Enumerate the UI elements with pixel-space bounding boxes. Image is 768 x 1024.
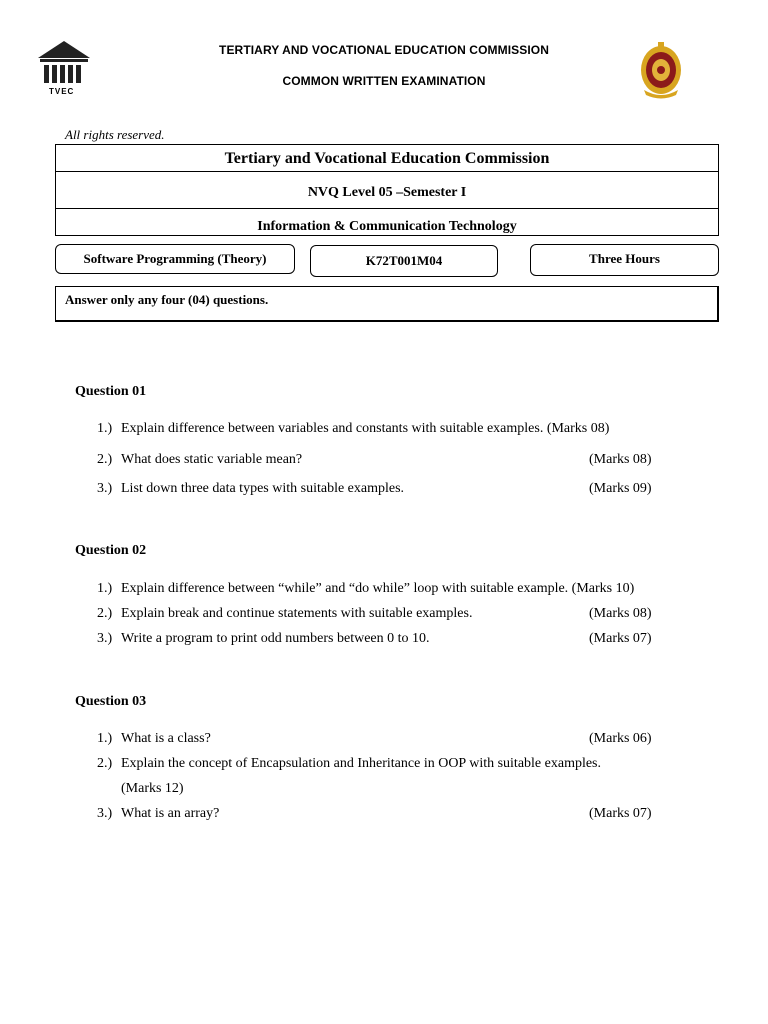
tvec-logo-text: TVEC — [49, 87, 75, 96]
question-title: Question 01 — [75, 384, 147, 399]
item-text: List down three data types with suitable examples. — [121, 481, 405, 496]
item-number: 2.) — [97, 606, 113, 621]
rights-notice: All rights reserved. — [65, 127, 165, 142]
item-text: Write a program to print odd numbers between 0 to 10. — [121, 631, 430, 646]
commission-title: Tertiary and Vocational Education Commission — [56, 145, 718, 172]
item-marks: (Marks 08) — [589, 606, 652, 621]
item-text: Explain break and continue statements with suitable examples. — [121, 606, 473, 621]
item-text: What is an array? — [121, 806, 220, 821]
item-text: What does static variable mean? — [121, 452, 303, 467]
question-title: Question 03 — [75, 694, 147, 709]
org-header: TERTIARY AND VOCATIONAL EDUCATION COMMISSION — [219, 43, 549, 57]
module-pill: Software Programming (Theory) — [55, 244, 295, 274]
item-number: 3.) — [97, 481, 113, 496]
item-text: What is a class? — [121, 731, 211, 746]
level-title: NVQ Level 05 –Semester I — [56, 172, 718, 209]
duration-pill: Three Hours — [530, 244, 719, 276]
item-marks: (Marks 09) — [589, 481, 652, 496]
exam-header: COMMON WRITTEN EXAMINATION — [282, 74, 486, 88]
question-title: Question 02 — [75, 543, 147, 558]
item-number: 3.) — [97, 806, 113, 821]
item-marks: (Marks 08) — [589, 452, 652, 467]
item-number: 1.) — [97, 421, 113, 436]
instruction-box: Answer only any four (04) questions. — [55, 286, 719, 322]
subject-title: Information & Communication Technology — [257, 219, 517, 234]
item-text: Explain difference between variables and constants with suitable examples. (Marks 08) — [121, 421, 610, 436]
item-number: 1.) — [97, 731, 113, 746]
title-box — [55, 144, 719, 236]
item-marks: (Marks 12) — [121, 781, 184, 796]
item-number: 2.) — [97, 452, 113, 467]
item-marks: (Marks 07) — [589, 806, 652, 821]
item-marks: (Marks 07) — [589, 631, 652, 646]
item-marks: (Marks 06) — [589, 731, 652, 746]
item-text: Explain difference between “while” and “do while” loop with suitable example. (Marks 10) — [121, 581, 635, 596]
item-number: 1.) — [97, 581, 113, 596]
item-text: Explain the concept of Encapsulation and Inheritance in OOP with suitable examples. — [121, 756, 602, 771]
item-number: 3.) — [97, 631, 113, 646]
module-code-pill: K72T001M04 — [310, 245, 498, 277]
item-number: 2.) — [97, 756, 113, 771]
